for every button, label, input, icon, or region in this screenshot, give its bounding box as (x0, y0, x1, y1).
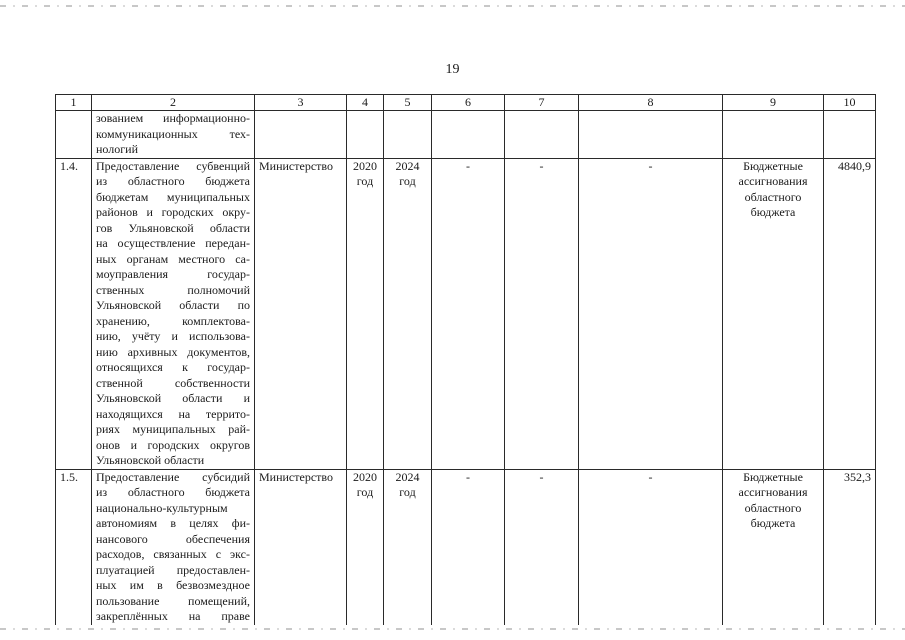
row-number: 1.5. (56, 469, 92, 625)
text-line: автономиям в целях фи- (96, 516, 250, 530)
table-cell (824, 111, 876, 159)
text-line: ственной собственности (96, 375, 250, 390)
funding-source-cell (723, 469, 824, 625)
start-year: 2020 (353, 158, 377, 173)
measures-table (55, 94, 876, 625)
header-cell: 7 (505, 95, 579, 111)
header-cell: 6 (432, 95, 505, 111)
text-line: онов и городских округов (96, 437, 250, 452)
measure-text-cell (92, 158, 255, 469)
continuation-row (56, 111, 876, 159)
end-year: 2024 (395, 469, 420, 484)
text-line: закреплённых на праве (96, 609, 250, 623)
page-number: 19 (445, 62, 460, 77)
text-line: ных органам местного са- (96, 251, 250, 266)
text-line: коммуникационных тех- (96, 126, 250, 141)
measure-text-cell (92, 111, 255, 159)
text-line: зованием информационно- (96, 111, 250, 125)
funding-source-line: областного (744, 500, 802, 515)
table-cell (432, 111, 505, 159)
text-line: ственных полномочий (96, 282, 250, 297)
text-line: относящихся к государ- (96, 360, 250, 374)
col6-value: - (432, 158, 505, 469)
text-line: пользование помещений, (96, 593, 250, 608)
text-line: нансового обеспечения (96, 531, 250, 546)
text-line: бюджетам муниципальных (96, 189, 250, 204)
start-year-unit: год (356, 485, 374, 499)
col7-value: - (505, 469, 579, 625)
text-line: хранению, комплектова- (96, 313, 250, 328)
text-line: плуатацией предоставлен- (96, 562, 250, 577)
text-line: гов Ульяновской области (96, 220, 250, 235)
funding-source-line: Бюджетные (743, 469, 803, 484)
col7-value: - (505, 158, 579, 469)
measure-text-cell (92, 469, 255, 625)
table-cell (723, 111, 824, 159)
table-cell (347, 111, 384, 159)
header-row (56, 95, 876, 111)
col6-value: - (432, 469, 505, 625)
measure-text (96, 111, 250, 158)
header-cell: 5 (384, 95, 432, 111)
table-row (56, 158, 876, 469)
end-year-unit: год (399, 174, 416, 188)
start-year: 2020 (353, 469, 377, 484)
text-line: Предоставление субвенций (96, 158, 250, 173)
header-cell: 1 (56, 95, 92, 111)
text-line: Ульяновской области по (96, 298, 250, 312)
table-cell (579, 111, 723, 159)
funding-source-line: областного (744, 189, 802, 204)
funding-source-line: Бюджетные (743, 158, 803, 173)
text-line: из областного бюджета (96, 485, 250, 499)
scan-edge-top (0, 5, 905, 7)
text-line: Ульяновской области и (96, 391, 250, 405)
end-year-cell (384, 469, 432, 625)
text-line: нологий (96, 142, 139, 156)
header-cell: 2 (92, 95, 255, 111)
funding-source-line: ассигнования (738, 174, 808, 188)
text-line: районов и городских окру- (96, 205, 250, 219)
funding-source-line: бюджета (750, 205, 796, 219)
col8-value: - (579, 158, 723, 469)
header-cell: 9 (723, 95, 824, 111)
text-line: национально-культурным (96, 500, 228, 515)
header-cell: 3 (255, 95, 347, 111)
text-line: из областного бюджета (96, 174, 250, 188)
col8-value: - (579, 469, 723, 625)
row-number: 1.4. (56, 158, 92, 469)
scan-edge-bottom (0, 628, 905, 630)
table-row (56, 469, 876, 625)
row-number-cell (56, 111, 92, 159)
text-line: Предоставление субсидий (96, 469, 250, 484)
header-cell: 10 (824, 95, 876, 111)
start-year-cell (347, 469, 384, 625)
amount: 4840,9 (824, 158, 876, 469)
text-line: нию архивных документов, (96, 344, 250, 359)
header-cell: 4 (347, 95, 384, 111)
text-line: Ульяновской области (96, 453, 205, 467)
text-line: расходов, связанных с экс- (96, 547, 250, 561)
funding-source-cell (723, 158, 824, 469)
text-line: ных им в безвозмездное (96, 578, 250, 592)
header-cell: 8 (579, 95, 723, 111)
start-year-cell (347, 158, 384, 469)
funding-source-line: ассигнования (738, 485, 808, 499)
executor: Министерство (255, 469, 347, 625)
measure-text (96, 470, 250, 625)
end-year-cell (384, 158, 432, 469)
text-line: на осуществление передан- (96, 236, 250, 250)
funding-source-line: бюджета (750, 516, 796, 530)
measure-text (96, 159, 250, 469)
amount: 352,3 (824, 469, 876, 625)
text-line: риях муниципальных рай- (96, 422, 250, 436)
executor: Министерство (255, 158, 347, 469)
table-cell (255, 111, 347, 159)
text-line: находящихся на террито- (96, 406, 250, 421)
start-year-unit: год (356, 174, 374, 188)
text-line: нию, учёту и использова- (96, 329, 250, 343)
end-year: 2024 (395, 158, 420, 173)
table-cell (505, 111, 579, 159)
text-line: моуправления государ- (96, 267, 250, 281)
table-cell (384, 111, 432, 159)
end-year-unit: год (399, 485, 416, 499)
